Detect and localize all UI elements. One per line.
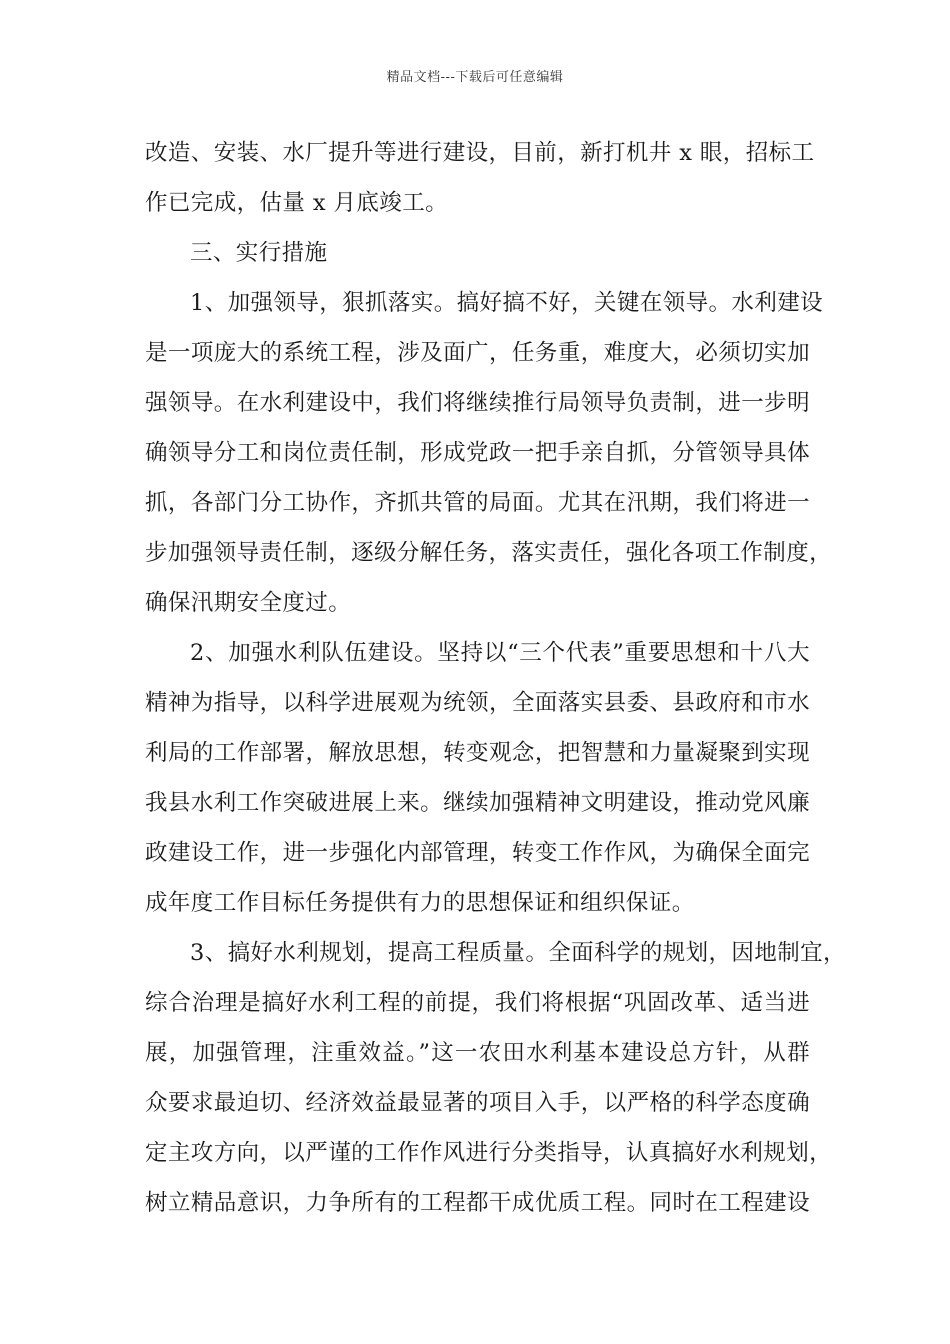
text-line: 抓，各部门分工协作，齐抓共管的局面。尤其在汛期，我们将进一 (145, 490, 810, 516)
page-header: 精品文档---下载后可任意编辑 (386, 70, 564, 85)
text-line: 综合治理是搞好水利工程的前提，我们将根据“巩固改革、适当进 (145, 990, 810, 1016)
text-line: 3、搞好水利规划，提高工程质量。全面科学的规划，因地制宜， (190, 940, 846, 966)
text-line: 1、加强领导，狠抓落实。搞好搞不好，关键在领导。水利建设 (190, 290, 824, 316)
text-line: 我县水利工作突破进展上来。继续加强精神文明建设，推动党风廉 (145, 790, 810, 816)
text-line: 展，加强管理，注重效益。”这一农田水利基本建设总方针，从群 (145, 1040, 810, 1066)
text-line: 精神为指导，以科学进展观为统领，全面落实县委、县政府和市水 (145, 690, 810, 716)
text-line: 改造、安装、水厂提升等进行建设，目前，新打机井 x 眼，招标工 (145, 140, 815, 166)
text-line: 定主攻方向，以严谨的工作作风进行分类指导，认真搞好水利规划， (145, 1140, 833, 1166)
text-line: 作已完成，估量 x 月底竣工。 (145, 190, 448, 216)
text-line: 2、加强水利队伍建设。坚持以“三个代表”重要思想和十八大 (190, 640, 810, 666)
text-line: 强领导。在水利建设中，我们将继续推行局领导负责制，进一步明 (145, 390, 810, 416)
document-body (145, 128, 846, 1228)
text-line: 众要求最迫切、经济效益最显著的项目入手，以严格的科学态度确 (145, 1090, 810, 1116)
text-line: 树立精品意识，力争所有的工程都干成优质工程。同时在工程建设 (145, 1190, 810, 1216)
text-line: 三、实行措施 (190, 240, 328, 266)
text-line: 利局的工作部署，解放思想，转变观念，把智慧和力量凝聚到实现 (145, 740, 810, 766)
text-line: 成年度工作目标任务提供有力的思想保证和组织保证。 (145, 890, 695, 916)
text-line: 是一项庞大的系统工程，涉及面广，任务重，难度大，必须切实加 (145, 340, 810, 366)
text-line: 政建设工作，进一步强化内部管理，转变工作作风，为确保全面完 (145, 840, 810, 866)
text-line: 确领导分工和岗位责任制，形成党政一把手亲自抓，分管领导具体 (145, 440, 810, 466)
text-line: 确保汛期安全度过。 (145, 590, 352, 616)
text-line: 步加强领导责任制，逐级分解任务，落实责任，强化各项工作制度， (145, 540, 833, 566)
